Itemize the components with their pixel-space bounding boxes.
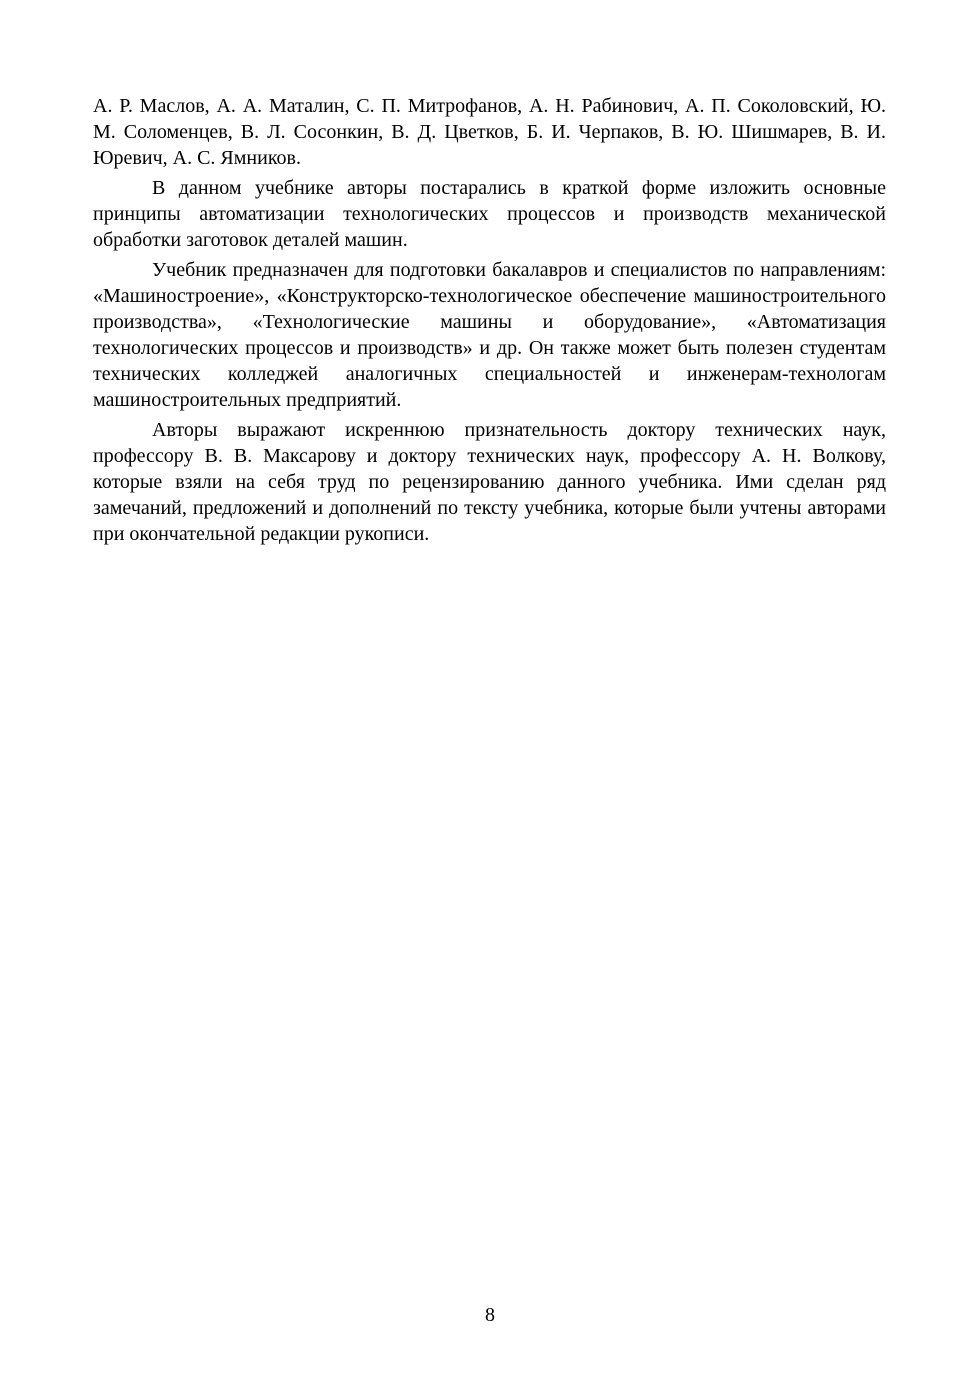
paragraph-authors-continued: А. Р. Маслов, А. А. Маталин, С. П. Митрофанов, А. Н. Рабинович, А. П. Соколовский, Ю. М. Соломенцев, В. Л. Сосонкин, В. Д. Цветков, Б. И. Черпаков, В. Ю. Шишмарев, В. И. Юревич, А. С. Ямников. — [93, 95, 886, 169]
paragraph-audience: Учебник предназначен для подготовки бакалавров и специалистов по направлениям: «Машиностроение», «Конструкторско-технологическое обеспечение машиностроительного производства», «Технологические машины и оборудование», «Автоматизация технологических процессов и производств» и др. Он также может быть полезен студентам технических колледжей аналогичных специальностей и инженерам-технологам машиностроительных предприятий. — [93, 259, 886, 411]
body-text — [93, 93, 886, 551]
page-number: 8 — [485, 1304, 495, 1326]
paragraph-purpose: В данном учебнике авторы постарались в краткой форме изложить основные принципы автоматизации технологических процессов и производств механической обработки заготовок деталей машин. — [93, 177, 886, 251]
paragraph-acknowledgements: Авторы выражают искреннюю признательность доктору технических наук, профессору В. В. Максарову и доктору технических наук, профессору А. Н. Волкову, которые взяли на себя труд по рецензированию данного учебника. Ими сделан ряд замечаний, предложений и дополнений по тексту учебника, которые были учтены авторами при окончательной редакции рукописи. — [93, 419, 886, 545]
